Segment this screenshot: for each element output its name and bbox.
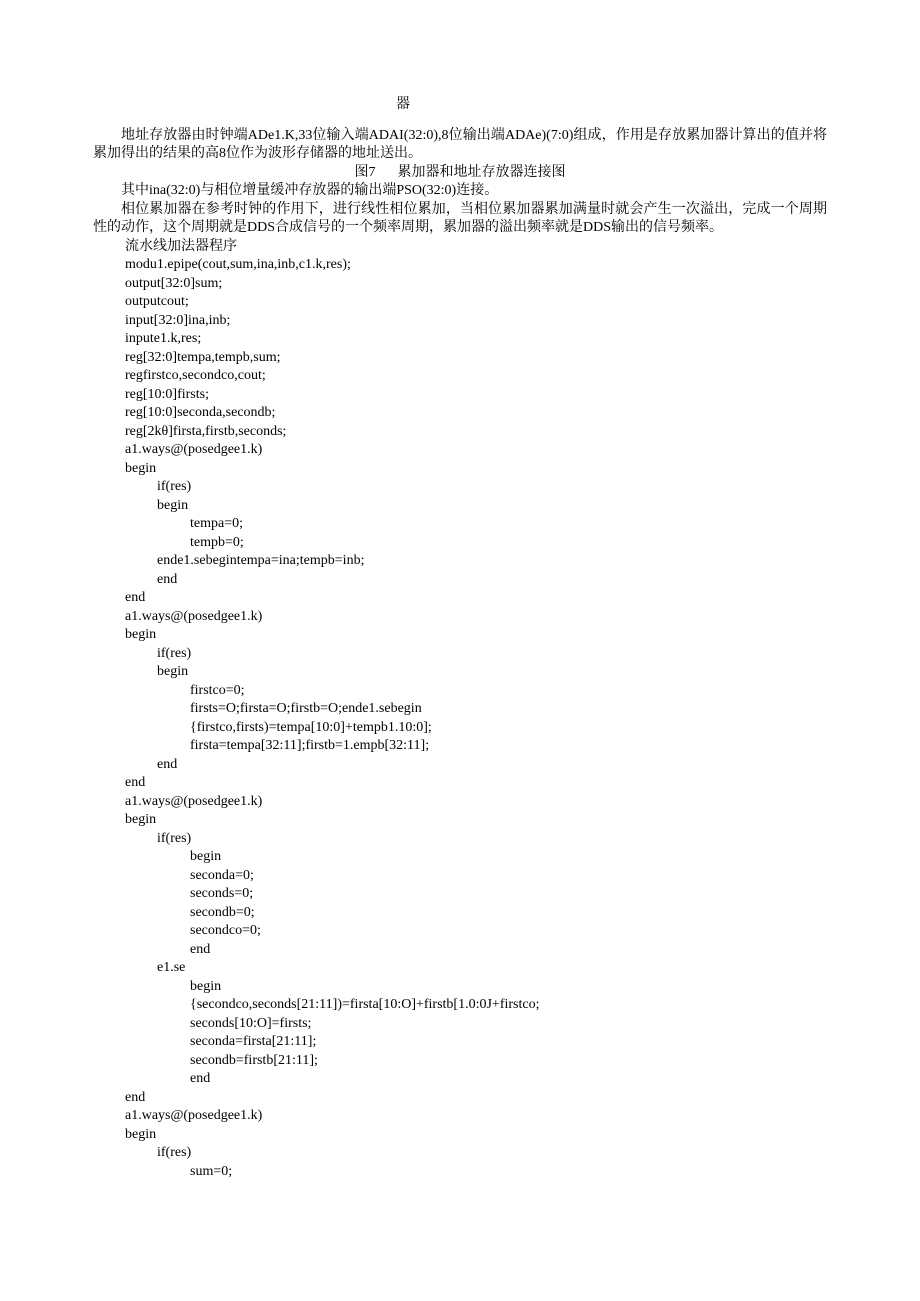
document-page — [93, 96, 827, 1181]
code-line: output[32:0]sum; — [125, 275, 223, 291]
code-line: sum=0; — [190, 1163, 233, 1179]
code-line: if(res) — [157, 1145, 192, 1160]
code-line: firsts=O;firsta=O;firstb=O;ende1.sebegin — [190, 701, 422, 716]
code-line: seconds=0; — [190, 886, 254, 901]
code-line: begin — [190, 849, 222, 864]
code-line: if(res) — [157, 830, 192, 846]
code-line: end — [157, 756, 178, 772]
code-line: firstco=0; — [190, 682, 245, 698]
code-line: seconds[10:O]=firsts; — [190, 1015, 312, 1031]
code-line: begin — [125, 627, 157, 642]
code-line: end — [190, 941, 211, 957]
code-line: if(res) — [157, 645, 192, 661]
code-line: modu1.epipe(cout,sum,ina,inb,c1.k,res); — [125, 257, 351, 272]
code-line: reg[10:0]firsts; — [125, 386, 209, 402]
code-line: a1.ways@(posedgee1.k) — [125, 793, 263, 809]
code-line: begin — [157, 497, 189, 513]
figure-number: 图7 — [354, 164, 376, 180]
code-line: end — [125, 775, 146, 790]
code-line: {firstco,firsts)=tempa[10:0]+tempb1.10:0]; — [190, 719, 432, 735]
code-line: end — [190, 1071, 211, 1086]
code-line: secondco=0; — [190, 923, 261, 938]
code-line: end — [157, 571, 178, 587]
paragraph-address-register: 地址存放器由时钟端ADe1.K,33位输入端ADAI(32:0),8位输出端ADAe)(7:0)组成，作用是存放累加器计算出的值并将累加得出的结果的高8位作为波形存储器的地址送出。 — [93, 127, 827, 161]
code-line: e1.se — [157, 960, 186, 975]
code-listing — [93, 238, 827, 1182]
code-line: inpute1.k,res; — [125, 331, 202, 346]
code-line: secondb=firstb[21:11]; — [190, 1052, 318, 1068]
code-line: {secondco,seconds[21:11])=firsta[10:O]+firstb[1.0:0J+firstco; — [190, 997, 540, 1012]
figure-title: 累加器和地址存放器连接图 — [397, 164, 566, 180]
code-line: begin — [157, 664, 189, 679]
code-line: 流水线加法器程序 — [125, 238, 237, 254]
code-line: begin — [125, 460, 157, 476]
code-line: a1.ways@(posedgee1.k) — [125, 442, 263, 457]
code-line: begin — [125, 1126, 157, 1142]
code-line: begin — [125, 812, 157, 827]
section-heading: 器 — [396, 97, 410, 112]
code-line: if(res) — [157, 479, 192, 494]
code-line: input[32:0]ina,inb; — [125, 312, 231, 328]
code-line: reg[10:0]seconda,secondb; — [125, 405, 276, 420]
paragraph-phase-accumulator: 相位累加器在参考时钟的作用下，进行线性相位累加，当相位累加器累加满量时就会产生一次溢出，完成一个周期性的动作，这个周期就是DDS合成信号的一个频率周期，累加器的溢出频率就是DDS输出的信号频率。 — [93, 201, 827, 235]
code-line: tempb=0; — [190, 534, 244, 550]
paragraph-ina-connection: 其中ina(32:0)与相位增量缓冲存放器的输出端PSO(32:0)连接。 — [121, 183, 499, 198]
code-line: a1.ways@(posedgee1.k) — [125, 608, 263, 624]
figure-caption — [93, 164, 827, 183]
code-line: outputcout; — [125, 294, 189, 309]
code-line: regfirstco,secondco,cout; — [125, 368, 266, 383]
code-line: tempa=0; — [190, 516, 243, 531]
code-line: end — [125, 590, 146, 605]
code-line: reg[32:0]tempa,tempb,sum; — [125, 349, 281, 365]
code-line: seconda=firsta[21:11]; — [190, 1034, 317, 1049]
code-line: reg[2kθ]firsta,firstb,seconds; — [125, 423, 287, 439]
code-line: firsta=tempa[32:11];firstb=1.empb[32:11]; — [190, 738, 430, 753]
code-line: end — [125, 1089, 146, 1105]
code-line: a1.ways@(posedgee1.k) — [125, 1108, 263, 1123]
code-line: secondb=0; — [190, 904, 255, 920]
code-line: begin — [190, 978, 222, 994]
code-line: ende1.sebegintempa=ina;tempb=inb; — [157, 553, 365, 568]
code-line: seconda=0; — [190, 867, 254, 883]
